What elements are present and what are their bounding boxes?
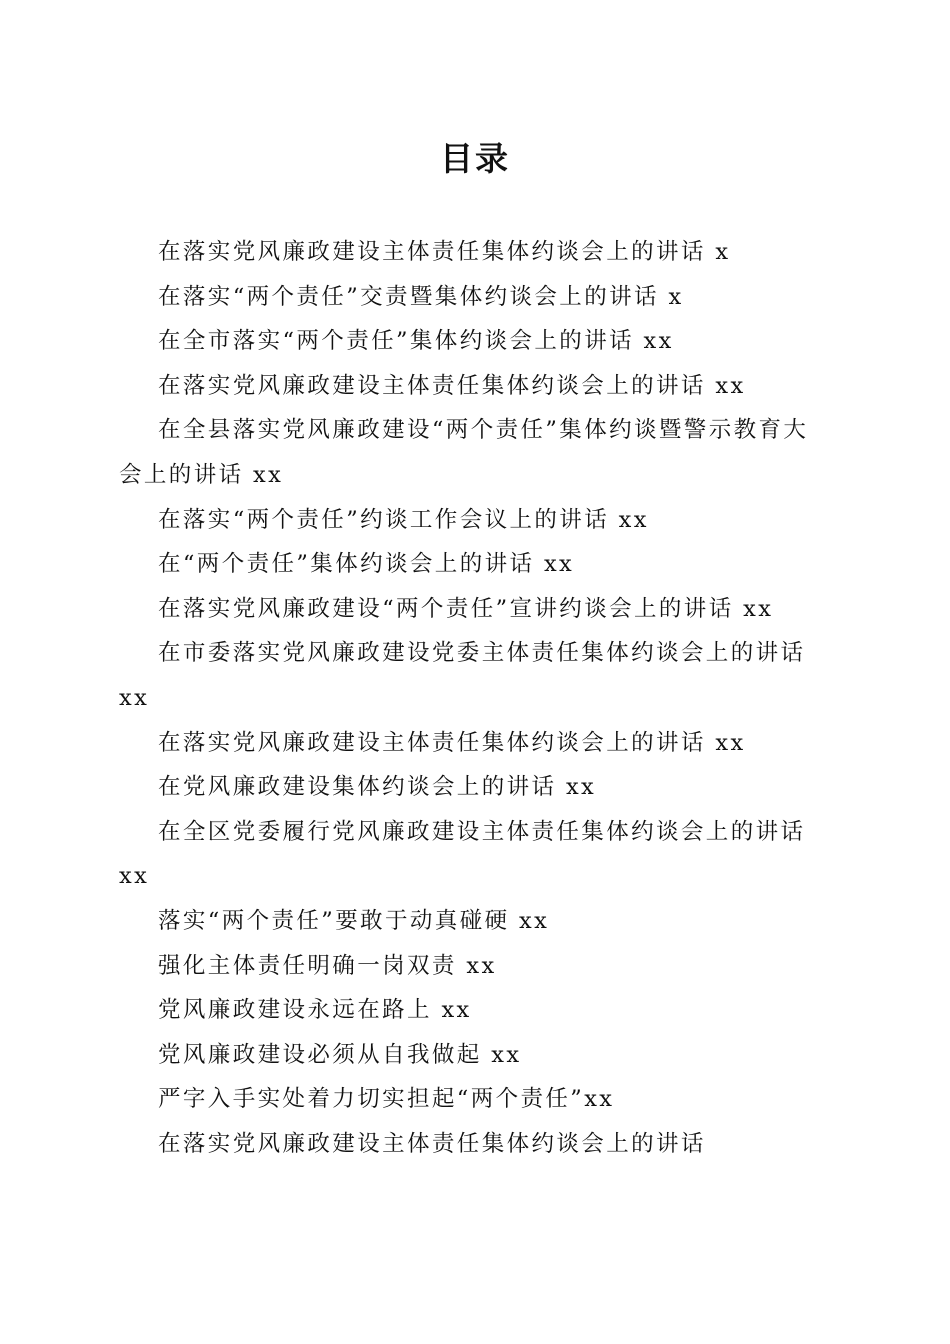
toc-entry[interactable]: 在落实党风廉政建设主体责任集体约谈会上的讲话 [158, 1130, 706, 1157]
toc-entry[interactable]: 在全市落实“两个责任”集体约谈会上的讲话 xx [158, 328, 674, 355]
page-title: 目录 [440, 139, 510, 178]
toc-entry[interactable]: 在“两个责任”集体约谈会上的讲话 xx [158, 551, 575, 578]
toc-entry[interactable]: 党风廉政建设永远在路上 xx [158, 997, 472, 1024]
toc-entry[interactable]: 党风廉政建设必须从自我做起 xx [158, 1041, 522, 1068]
toc-entry[interactable]: 落实“两个责任”要敢于动真碰硬 xx [158, 907, 550, 934]
toc-entry[interactable]: 强化主体责任明确一岗双责 xx [158, 952, 497, 979]
toc-entry[interactable]: 在落实党风廉政建设主体责任集体约谈会上的讲话 x [158, 239, 731, 265]
toc-entry[interactable]: 在落实党风廉政建设主体责任集体约谈会上的讲话 xx [158, 729, 746, 756]
toc-entry[interactable]: 在落实“两个责任”约谈工作会议上的讲话 xx [158, 506, 649, 533]
toc-entry[interactable]: 在全县落实党风廉政建设“两个责任”集体约谈暨警示教育大会上的讲话 xx [119, 417, 809, 488]
toc-entry[interactable]: 在全区党委履行党风廉政建设主体责任集体约谈会上的讲话 xx [119, 818, 806, 890]
toc-entry[interactable]: 在落实“两个责任”交责暨集体约谈会上的讲话 x [158, 283, 684, 310]
toc-entry[interactable]: 严字入手实处着力切实担起“两个责任”xx [158, 1086, 615, 1113]
toc-entry[interactable]: 在落实党风廉政建设主体责任集体约谈会上的讲话 xx [158, 372, 746, 399]
toc-entry[interactable]: 在党风廉政建设集体约谈会上的讲话 xx [158, 774, 597, 801]
toc-entry[interactable]: 在市委落实党风廉政建设党委主体责任集体约谈会上的讲话 xx [119, 640, 806, 711]
table-of-contents [119, 230, 824, 1166]
toc-entry[interactable]: 在落实党风廉政建设“两个责任”宣讲约谈会上的讲话 xx [158, 595, 774, 622]
